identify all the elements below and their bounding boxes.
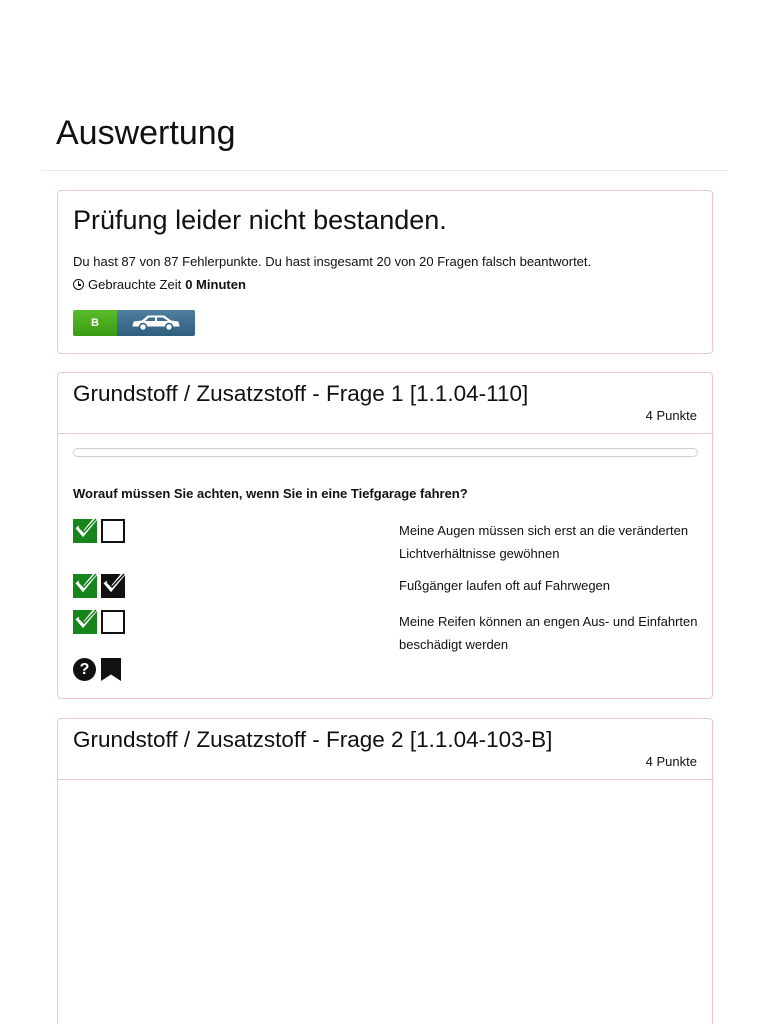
time-line (73, 277, 697, 292)
answer-text: Meine Augen müssen sich erst an die veränderten Lichtverhältnisse gewöhnen (399, 523, 689, 561)
result-panel (57, 190, 713, 354)
progress-bar (73, 448, 698, 457)
question-header (58, 719, 712, 780)
answer-checkbox[interactable] (101, 610, 125, 634)
question-panel-2 (57, 718, 713, 1024)
question-panel-1 (57, 372, 713, 699)
question-header (58, 373, 712, 434)
correct-answer-check-icon (73, 610, 97, 634)
time-label: Gebrauchte Zeit (88, 277, 182, 292)
answer-checkbox-checked[interactable] (101, 574, 125, 598)
question-title: Grundstoff / Zusatzstoff - Frage 2 [1.1.04-103-B] (73, 727, 553, 752)
question-title: Grundstoff / Zusatzstoff - Frage 1 [1.1.04-110] (73, 381, 529, 406)
clock-icon (73, 279, 84, 290)
question-text: Worauf müssen Sie achten, wenn Sie in eine Tiefgarage fahren? (73, 486, 468, 501)
time-value: 0 Minuten (185, 277, 246, 292)
question-circle-icon[interactable]: ? (73, 658, 96, 681)
license-class-letter: B (73, 310, 117, 336)
question-points: 4 Punkte (645, 754, 697, 769)
page-title: Auswertung (56, 114, 236, 152)
license-class-badge (73, 310, 195, 336)
question-tools (73, 658, 121, 681)
correct-answer-check-icon (73, 574, 97, 598)
car-icon (117, 310, 195, 336)
question-points: 4 Punkte (645, 408, 697, 423)
result-summary: Du hast 87 von 87 Fehlerpunkte. Du hast insgesamt 20 von 20 Fragen falsch beantwortet. (73, 254, 592, 269)
answer-checkbox[interactable] (101, 519, 125, 543)
answer-text: Fußgänger laufen oft auf Fahrwegen (399, 578, 611, 593)
correct-answer-check-icon (73, 519, 97, 543)
title-divider (42, 170, 728, 171)
answer-text: Meine Reifen können an engen Aus- und Einfahrten beschädigt werden (399, 614, 698, 652)
result-heading: Prüfung leider nicht bestanden. (73, 205, 447, 235)
bookmark-icon[interactable] (101, 658, 121, 681)
